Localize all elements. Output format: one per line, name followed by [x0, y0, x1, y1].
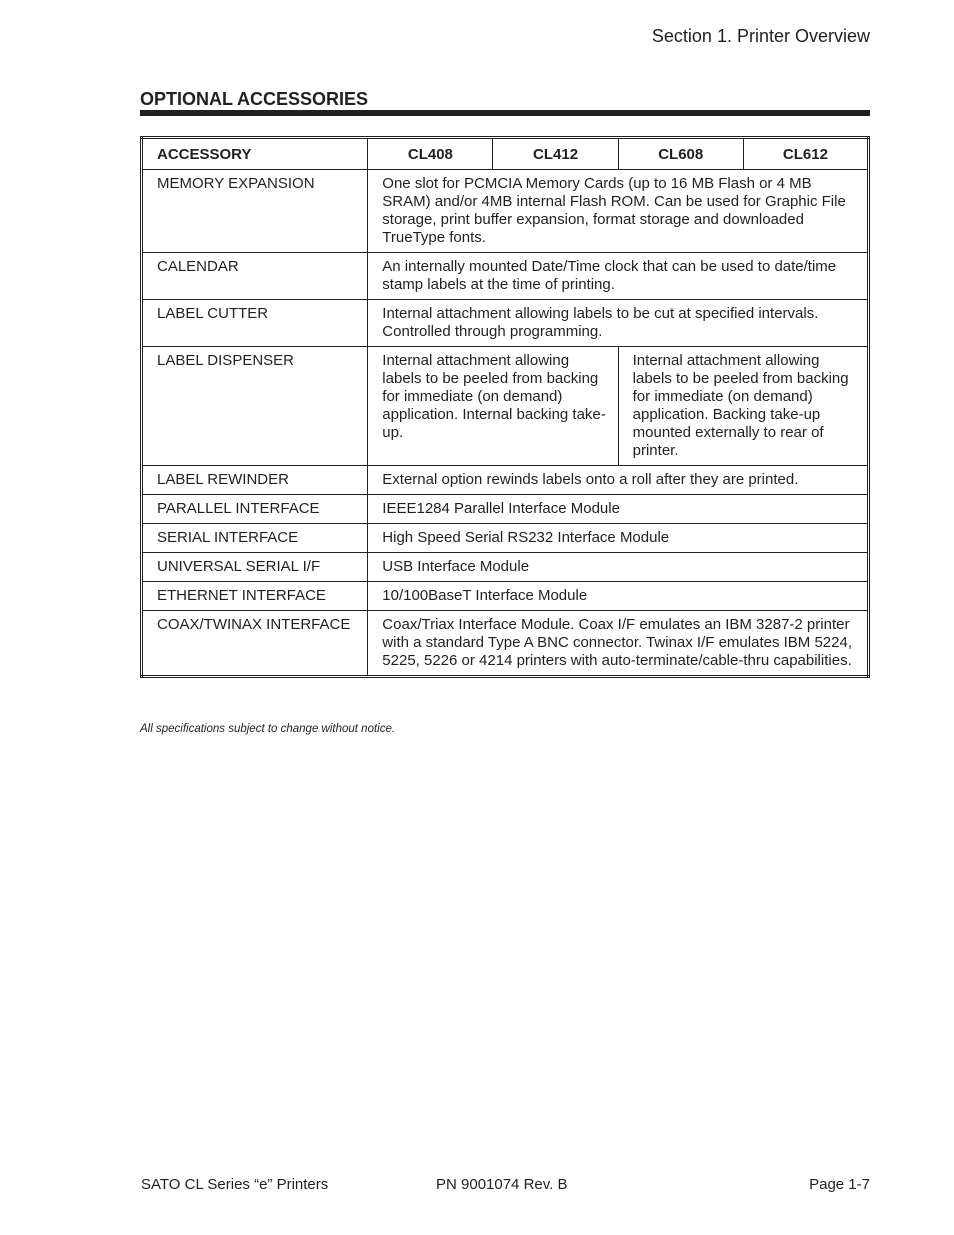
footer-part-number: PN 9001074 Rev. B [436, 1176, 568, 1193]
table-row [142, 495, 869, 524]
header-cl608: CL608 [618, 138, 743, 170]
accessory-name: CALENDAR [142, 253, 368, 300]
table-row [142, 253, 869, 300]
accessory-description-cl4: Internal attachment allowing labels to be peeled from backing for immediate (on demand) application. Internal backing take-up. [368, 347, 618, 466]
accessory-description: Internal attachment allowing labels to be cut at specified intervals. Controlled through programming. [368, 300, 869, 347]
accessory-name: PARALLEL INTERFACE [142, 495, 368, 524]
accessory-name: MEMORY EXPANSION [142, 170, 368, 253]
accessory-name: LABEL DISPENSER [142, 347, 368, 466]
accessory-description: High Speed Serial RS232 Interface Module [368, 524, 869, 553]
footer-product: SATO CL Series “e” Printers [141, 1176, 329, 1193]
footer-page-number: Page 1-7 [809, 1176, 870, 1193]
table-row [142, 170, 869, 253]
table-row [142, 553, 869, 582]
accessory-description: External option rewinds labels onto a roll after they are printed. [368, 466, 869, 495]
accessory-description: One slot for PCMCIA Memory Cards (up to 16 MB Flash or 4 MB SRAM) and/or 4MB internal Flash ROM. Can be used for Graphic File storage, print buffer expansion, format storage and downloaded TrueType fonts. [368, 170, 869, 253]
accessories-table [140, 136, 870, 678]
title-rule [140, 110, 870, 116]
accessory-description: IEEE1284 Parallel Interface Module [368, 495, 869, 524]
section-header: Section 1. Printer Overview [651, 26, 870, 46]
page-title: OPTIONAL ACCESSORIES [140, 89, 369, 109]
accessory-description: USB Interface Module [368, 553, 869, 582]
header-accessory: ACCESSORY [142, 138, 368, 170]
accessory-name: ETHERNET INTERFACE [142, 582, 368, 611]
specifications-note: All specifications subject to change without notice. [140, 723, 396, 735]
table-row [142, 582, 869, 611]
accessory-description: Coax/Triax Interface Module. Coax I/F emulates an IBM 3287-2 printer with a standard Type A BNC connector. Twinax I/F emulates IBM 5224, 5225, 5226 or 4214 printers with auto-terminate/cable-thru capabilities. [368, 611, 869, 677]
table-row [142, 611, 869, 677]
table-row [142, 300, 869, 347]
accessory-name: LABEL CUTTER [142, 300, 368, 347]
accessory-name: COAX/TWINAX INTERFACE [142, 611, 368, 677]
table-row [142, 524, 869, 553]
accessory-name: LABEL REWINDER [142, 466, 368, 495]
header-cl412: CL412 [493, 138, 618, 170]
accessory-description-cl6: Internal attachment allowing labels to be peeled from backing for immediate (on demand) application. Backing take-up mounted externally to rear of printer. [618, 347, 868, 466]
accessory-name: UNIVERSAL SERIAL I/F [142, 553, 368, 582]
header-cl612: CL612 [743, 138, 868, 170]
accessory-description: An internally mounted Date/Time clock that can be used to date/time stamp labels at the time of printing. [368, 253, 869, 300]
accessory-name: SERIAL INTERFACE [142, 524, 368, 553]
table-row [142, 347, 869, 466]
table-row [142, 466, 869, 495]
table-header-row [142, 138, 869, 170]
header-cl408: CL408 [368, 138, 493, 170]
accessory-description: 10/100BaseT Interface Module [368, 582, 869, 611]
